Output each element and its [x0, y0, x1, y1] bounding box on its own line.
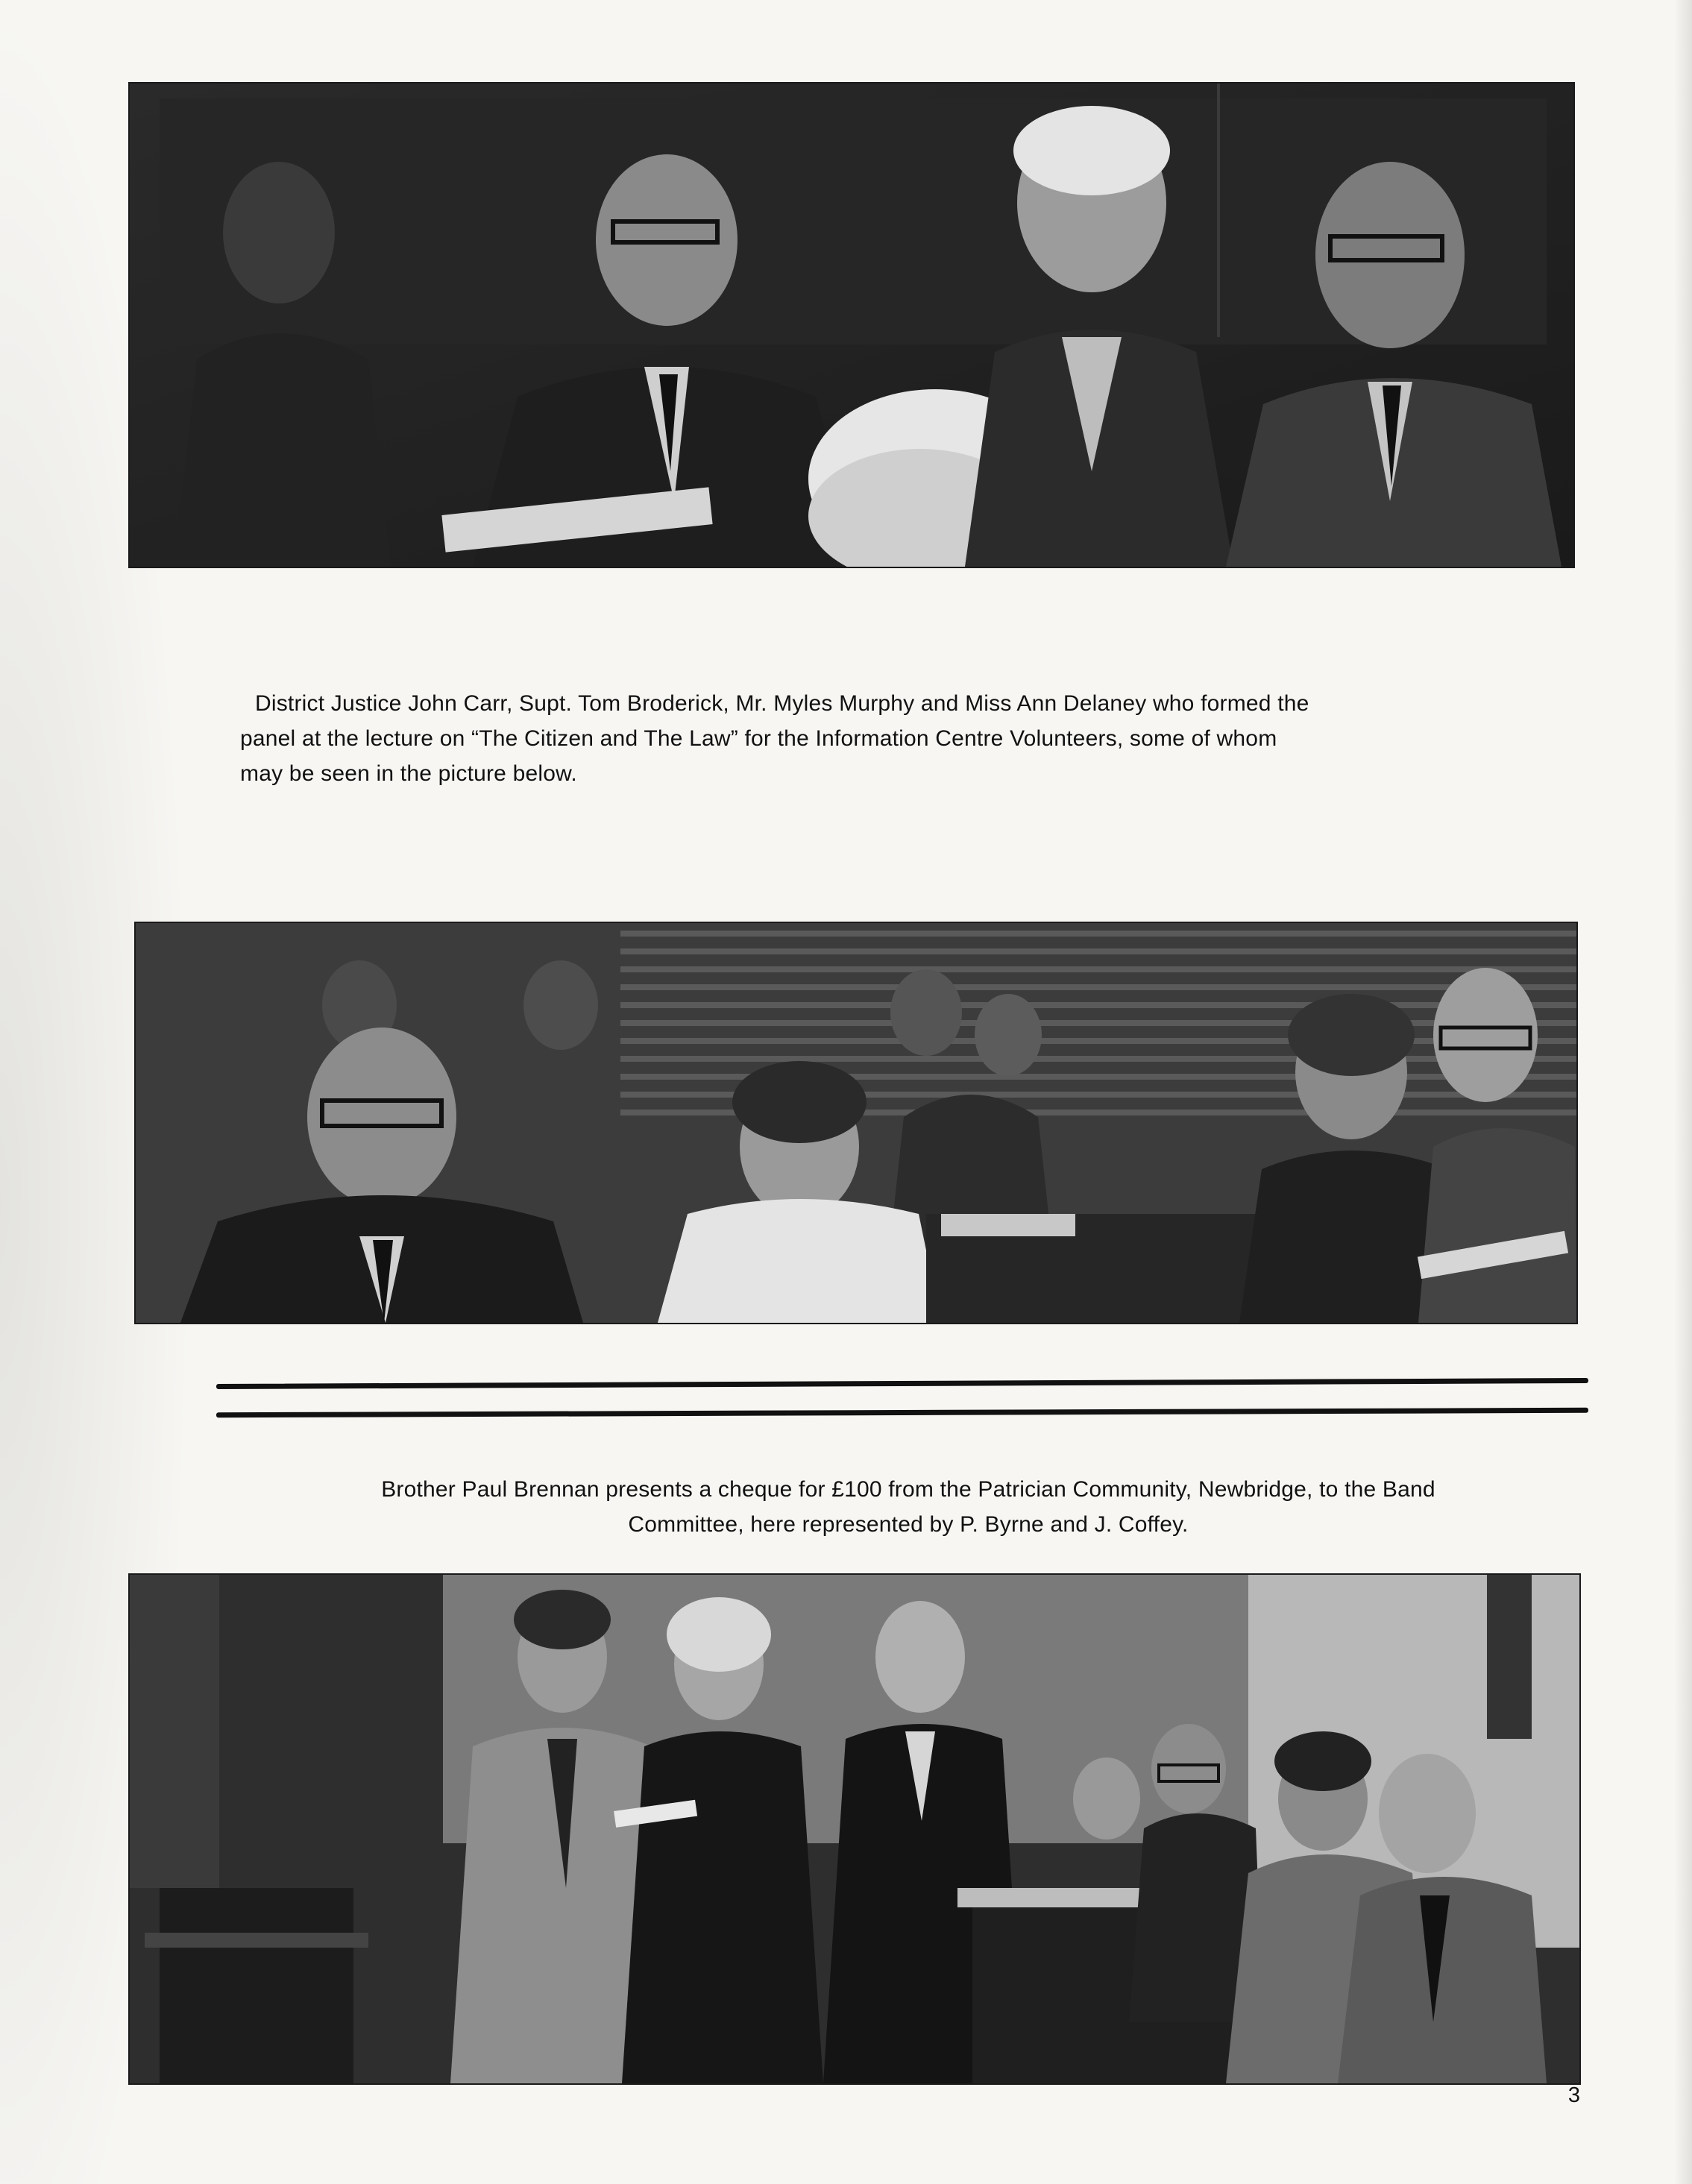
cheque-caption-line-2: Committee, here represented by P. Byrne and J. Coffey. [628, 1512, 1189, 1537]
divider-rule-top [216, 1378, 1588, 1389]
cheque-caption [237, 1472, 1579, 1542]
cheque-presentation-photo [128, 1573, 1581, 2085]
panel-photo [128, 82, 1575, 568]
panel-caption-line-3: may be seen in the picture below. [240, 761, 577, 786]
page-number: 3 [1567, 2083, 1580, 2107]
panel-caption [240, 686, 1605, 791]
page-gutter [1674, 0, 1692, 2184]
cheque-caption-line-1: Brother Paul Brennan presents a cheque for £100 from the Patrician Community, Newbridge, to the Band [381, 1477, 1435, 1502]
panel-caption-line-2: panel at the lecture on “The Citizen and The Law” for the Information Centre Volunteers, some of whom [240, 726, 1277, 751]
divider-rule-bottom [216, 1408, 1588, 1417]
audience-photo [134, 922, 1578, 1324]
panel-caption-line-1: District Justice John Carr, Supt. Tom Broderick, Mr. Myles Murphy and Miss Ann Delaney who formed the [255, 691, 1309, 716]
